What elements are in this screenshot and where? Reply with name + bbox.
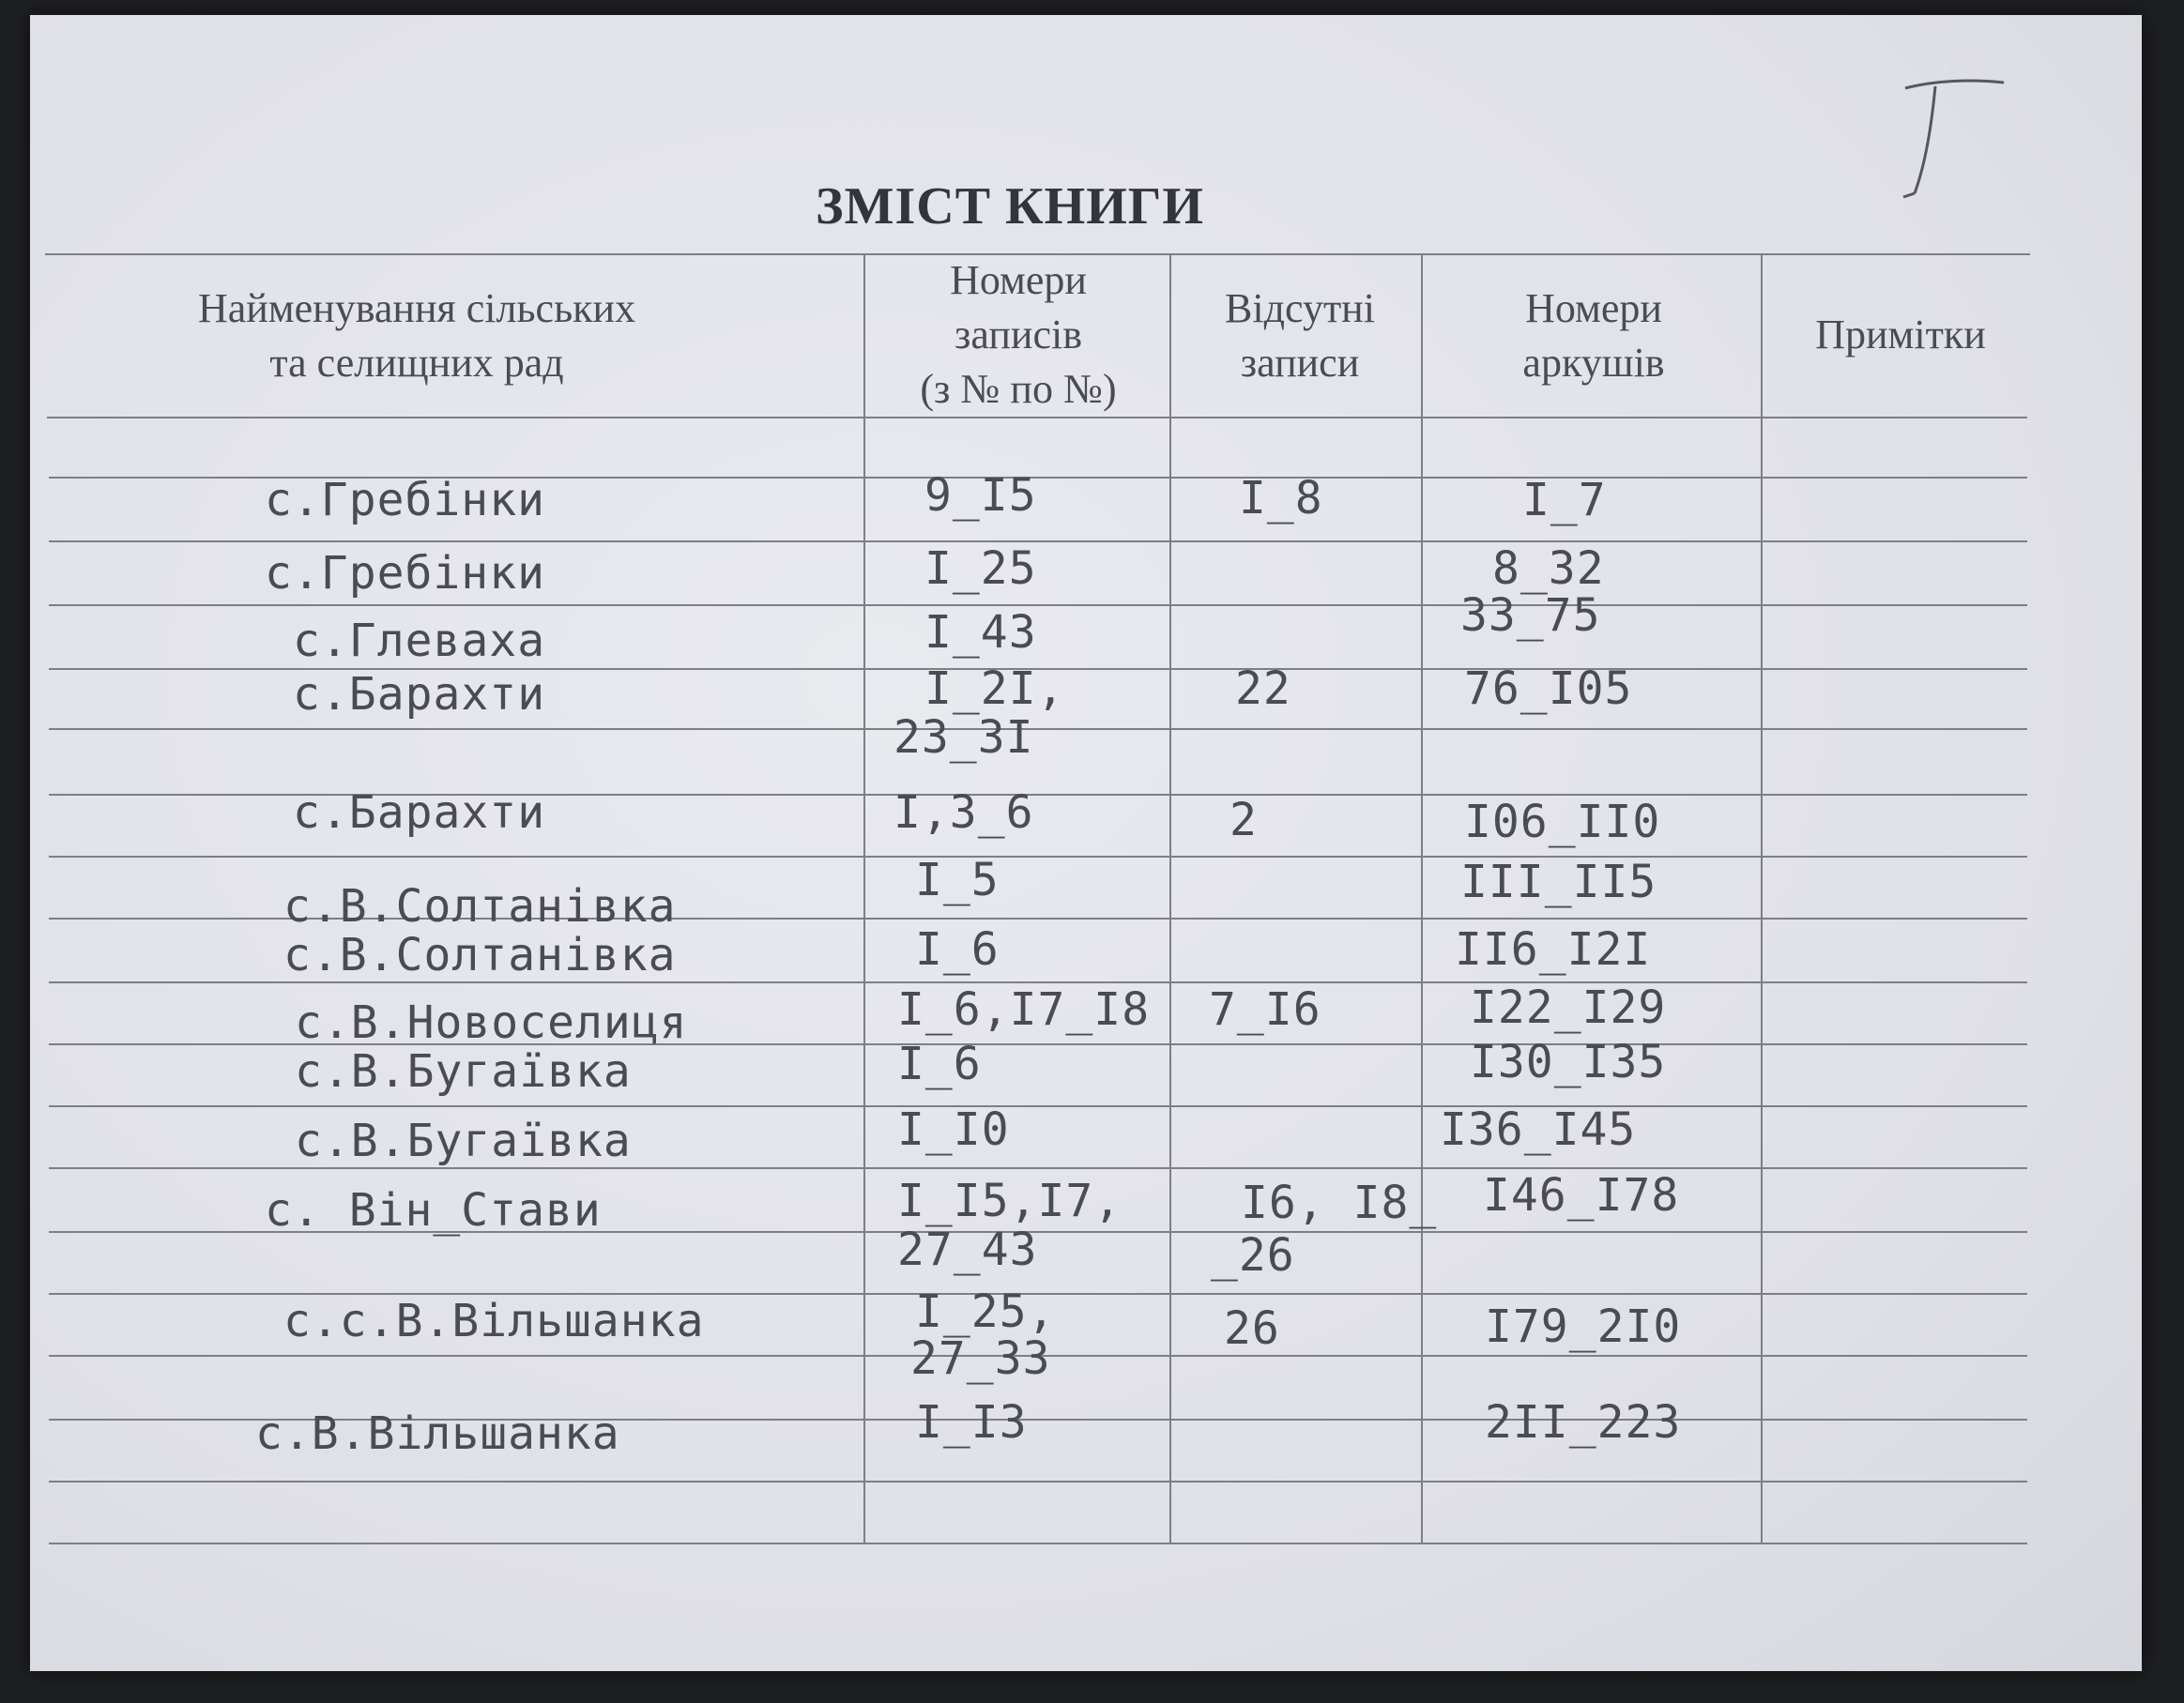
header-notes: Примітки (1815, 312, 1986, 357)
row-line (49, 1167, 2027, 1169)
row-missing-continued: _26 (1211, 1229, 1295, 1282)
row-name: с.с.В.Вільшанка (283, 1295, 705, 1347)
row-line (49, 728, 2027, 730)
row-records: I,3_6 (893, 786, 1034, 839)
row-records-continued: 27_33 (910, 1332, 1051, 1385)
column-divider (1169, 253, 1171, 1544)
row-records: I_I3 (915, 1396, 1028, 1449)
row-sheets: I22_I29 (1470, 981, 1667, 1034)
row-missing: 26 (1224, 1302, 1280, 1355)
row-records: I_2I, (924, 662, 1065, 715)
row-sheets: I06_II0 (1464, 796, 1661, 848)
page-title: ЗМІСТ КНИГИ (816, 177, 1204, 236)
row-records-continued: 27_43 (897, 1224, 1038, 1276)
row-line (49, 1105, 2027, 1107)
row-sheets: I_7 (1522, 474, 1607, 526)
corner-handwritten-mark (1877, 73, 2018, 214)
row-sheets: I30_I35 (1470, 1036, 1667, 1088)
row-records: I_I5,I7, (897, 1175, 1123, 1227)
row-records: I_I0 (897, 1103, 1010, 1156)
row-name: с.Гребінки (265, 474, 545, 526)
row-name: с.В.Новоселиця (295, 996, 688, 1049)
row-sheets: 8_32 (1492, 542, 1605, 595)
row-sheets: I79_2I0 (1485, 1300, 1682, 1353)
row-name: с.Барахти (293, 786, 546, 839)
row-line (49, 856, 2027, 858)
row-line (49, 604, 2027, 606)
row-missing: I_8 (1239, 472, 1323, 525)
row-missing: I6, I8_ (1241, 1177, 1438, 1229)
row-sheets: III_II5 (1460, 856, 1657, 908)
header-name: Найменування сільських та селищних рад (197, 285, 636, 386)
row-records: I_25 (924, 542, 1037, 595)
column-divider (1421, 253, 1423, 1544)
row-name: с.Глеваха (293, 615, 546, 667)
row-name: с.В.Солтанівка (283, 880, 677, 933)
table-bottom-line (49, 1543, 2027, 1544)
row-records-continued: 23_3I (893, 711, 1034, 764)
row-sheets: I46_I78 (1483, 1169, 1680, 1222)
row-name: с. Він_Стави (265, 1184, 602, 1237)
column-divider (1761, 253, 1763, 1544)
row-line (49, 540, 2027, 542)
row-name: с.В.Бугаївка (295, 1115, 632, 1167)
row-name: с.Барахти (293, 668, 546, 721)
row-sheets: 76_I05 (1464, 662, 1633, 715)
header-missing: Відсутні записи (1225, 285, 1375, 386)
row-name: с.Гребінки (265, 547, 545, 600)
row-missing: 7_I6 (1209, 983, 1321, 1036)
row-name: с.В.Вільшанка (255, 1407, 620, 1460)
row-sheets: I36_I45 (1440, 1103, 1637, 1156)
row-records: I_5 (915, 854, 1000, 906)
row-sheets: 33_75 (1460, 589, 1601, 642)
row-records: I_43 (924, 606, 1037, 659)
column-divider (863, 253, 865, 1544)
header-records: Номери записів (з № по №) (920, 257, 1117, 412)
row-name: с.В.Солтанівка (283, 929, 677, 981)
corner-mark-text: Г (1943, 66, 1949, 76)
row-records: 9_I5 (924, 469, 1037, 522)
row-records: I_6 (915, 923, 1000, 976)
row-missing: 22 (1235, 662, 1291, 715)
row-sheets: 2II_223 (1485, 1396, 1682, 1449)
row-sheets: II6_I2I (1455, 923, 1652, 976)
row-name: с.В.Бугаївка (295, 1045, 632, 1098)
row-line (49, 1481, 2027, 1483)
row-missing: 2 (1229, 794, 1258, 846)
row-records: I_25, (915, 1285, 1056, 1338)
header-bottom-line (47, 417, 2027, 418)
row-records: I_6 (897, 1038, 982, 1090)
row-records: I_6,I7_I8 (897, 983, 1151, 1036)
header-sheets: Номери аркушів (1522, 285, 1665, 386)
